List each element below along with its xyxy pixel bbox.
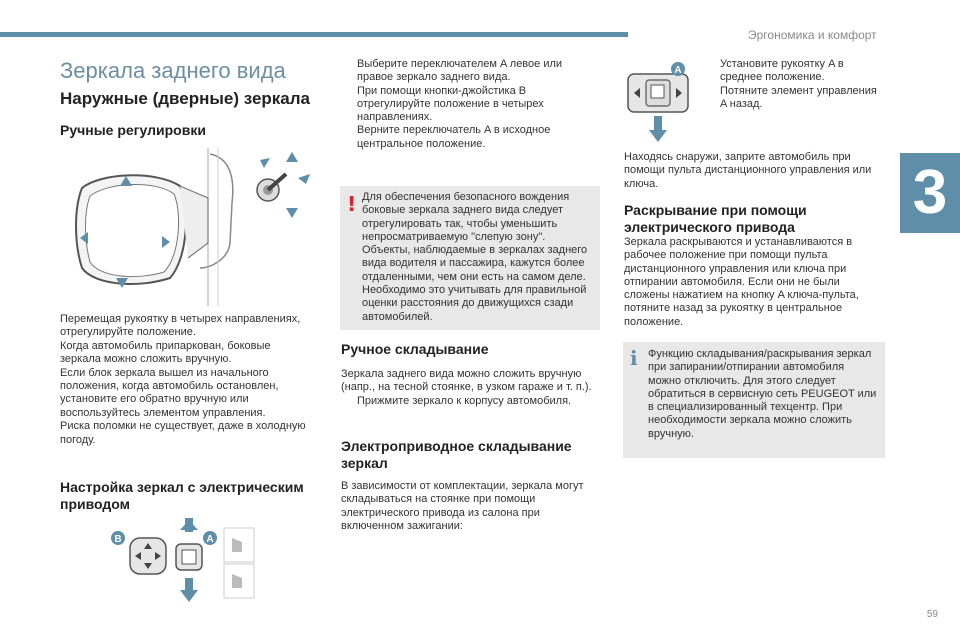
mirror-manual-adjust-illustration [60, 148, 318, 306]
heading-electric-fold: Электроприводное складывание зеркал [341, 438, 572, 471]
text-line: Когда автомобиль припаркован, боковые [60, 339, 271, 352]
text-line: Перемещая рукоятку в четырех направлениях, [60, 313, 301, 325]
heading-electric-adjust: Настройка зеркал с электрическим приводом [60, 479, 304, 512]
section-header-title: Эргономика и комфорт [748, 28, 877, 42]
list-item: Потяните элемент управления A назад. [720, 84, 877, 110]
fold-control-illustration [624, 58, 696, 148]
label-a: A [206, 534, 214, 545]
text-line: Если блок зеркала вышел из начального [60, 366, 269, 379]
header-bar [0, 32, 628, 37]
text-line: отрегулируйте положение. [60, 326, 196, 339]
heading-electric-unfold: Раскрывание при помощи электрического привода [624, 202, 807, 235]
label-a: A [674, 65, 682, 76]
outside-lock-text: Находясь снаружи, заприте автомобиль при помощи пульта дистанционного управления или ключа. [624, 151, 872, 190]
text-line: зеркала можно сложить вручную. [60, 353, 232, 366]
section-heading-exterior-mirrors: Наружные (дверные) зеркала [60, 89, 310, 108]
list-item: При помощи кнопки-джойстика B отрегулируйте положение в четырех направлениях. [357, 84, 544, 124]
heading-manual-adjust: Ручные регулировки [60, 122, 206, 138]
list-item: Установите рукоятку A в среднее положение. [720, 58, 844, 84]
warning-icon: ! [347, 192, 357, 216]
text-line: погоду. [60, 433, 96, 446]
warning-box [340, 186, 600, 330]
electric-mirror-controls-illustration [110, 518, 260, 608]
unfold-text: Зеркала раскрываются и устанавливаются в рабочее положение при помощи пульта дистанционного управления или ключа при отпирании автомобиля. Если они не были сложены нажатием на кнопку A ключа-пульта, потяните назад за рукоятку в центральное положение. [624, 236, 859, 328]
list-item: Выберите переключателем A левое или правое зеркало заднего вида. [357, 58, 563, 84]
page-number: 59 [926, 609, 938, 620]
info-text: Функцию складывания/раскрывания зеркал при запирании/отпирании автомобиля можно отключить. Для этого следует обратиться в сервисную сеть PEUGEOT или в специализированный техцентр. При необходимости зеркала можно сложить вручную. [648, 348, 877, 440]
chapter-tab: 3 [900, 153, 960, 233]
text-line: положения, когда автомобиль остановлен, [60, 380, 279, 393]
warning-text: Для обеспечения безопасного вождения боковые зеркала заднего вида следует отрегулировать так, чтобы уменьшить непросматриваемую "слепую зону". Объекты, наблюдаемые в зеркалах заднего вида водителя и пассажира, кажутся более отдаленными, чем они есть на самом деле. Необходимо это учитывать для правильной оценки расстояния до движущихся сзади автомобилей. [362, 191, 588, 323]
manual-adjust-text [60, 313, 318, 447]
text-line: воспользуйтесь элементом управления. [60, 406, 266, 419]
text-line: Риска поломки не существует, даже в холодную [60, 420, 306, 433]
list-item: Прижмите зеркало к корпусу автомобиля. [357, 394, 572, 407]
label-b: B [114, 534, 122, 545]
electric-fold-text: В зависимости от комплектации, зеркала могут складываться на стоянке при помощи электрического привода из салона при включенном зажигании: [341, 480, 584, 532]
text-line: установите его обратно вручную или [60, 393, 249, 406]
heading-manual-fold: Ручное складывание [341, 341, 489, 357]
info-icon: i [630, 346, 638, 370]
page-title: Зеркала заднего вида [60, 58, 286, 83]
adjust-steps-list [341, 58, 601, 151]
info-box [623, 342, 885, 458]
fold-steps-list [704, 58, 884, 111]
list-item: Верните переключатель A в исходное центральное положение. [357, 124, 551, 150]
manual-fold-text: Зеркала заднего вида можно сложить вручную (напр., на тесной стоянке, в узком гараже и т. п.). Прижмите зеркало к корпусу автомобиля. [341, 368, 603, 408]
